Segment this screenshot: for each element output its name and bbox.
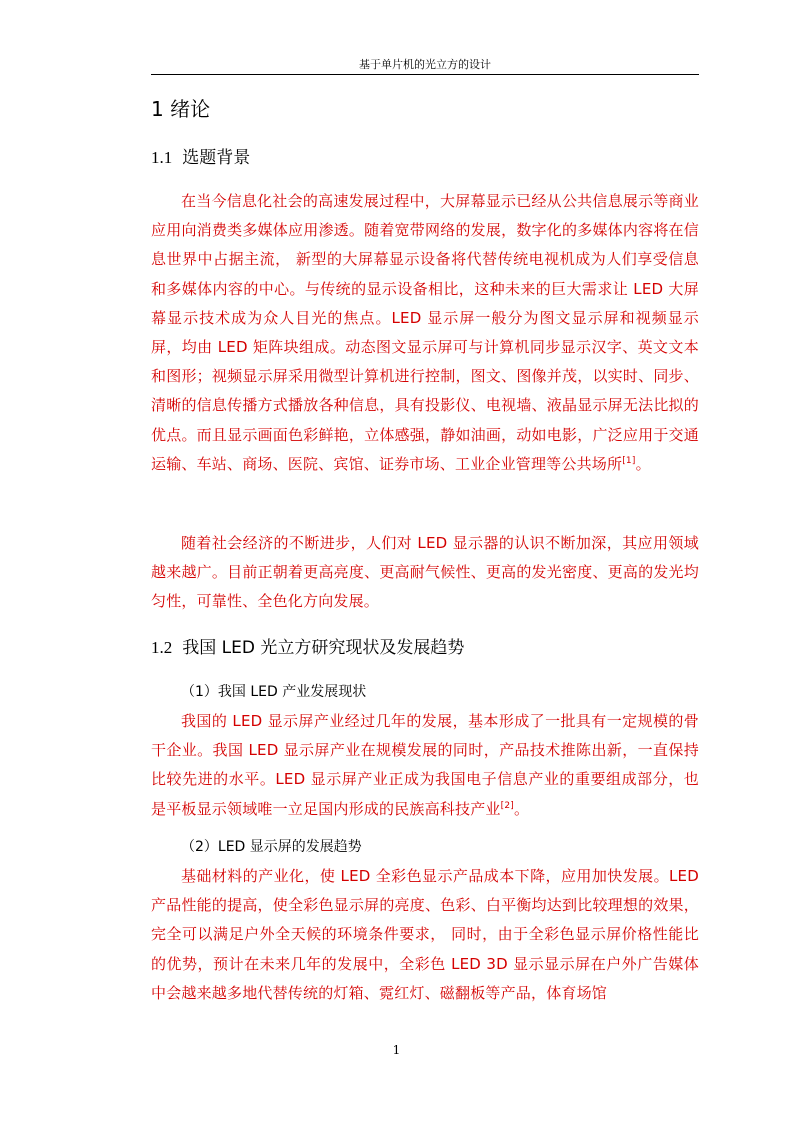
paragraph-trend: 随着社会经济的不断进步，人们对 LED 显示器的认识不断加深，其应用领域越来越广。目前正朝着更高亮度、更高耐气候性、更高的发光密度、更高的发光均匀性，可靠性、全色化方向发展。 <box>151 534 699 611</box>
section-title: 选题背景 <box>182 148 251 168</box>
paragraph-development: 基础材料的产业化，使 LED 全彩色显示产品成本下降，应用加快发展。LED 产品性能的提高，使全彩色显示屏的亮度、色彩、白平衡均达到比较理想的效果，完全可以满足户外全天候的环境条件要求， 同时，由于全彩色显示屏价格性能比的优势，预计在未来几年的发展中，全彩色 LED 3D 显示显示屏在户外广告媒体中会越来越多地代替传统的灯箱、霓红灯、磁翻板等产品，体育场馆 <box>151 867 699 1002</box>
running-header: 基于单片机的光立方的设计 <box>359 58 491 71</box>
header-divider <box>151 74 699 75</box>
paragraph-text: 我国的 LED 显示屏产业经过几年的发展，基本形成了一批具有一定规模的骨干企业。我国 LED 显示屏产业在规模发展的同时，产品技术推陈出新，一直保持比较先进的水平。LED 显示屏产业正成为我国电子信息产业的重要组成部分，也是平板显示领域唯一立足国内形成的民族高科技产业 <box>151 712 699 818</box>
subheading-trend: （2）LED 显示屏的发展趋势 <box>181 839 362 855</box>
paragraph-end: 。 <box>635 454 651 473</box>
citation-ref: [2] <box>500 800 514 811</box>
citation-ref: [1] <box>622 455 636 466</box>
paragraph-status <box>151 707 699 824</box>
section-number: 1.1 <box>151 148 173 167</box>
section-heading-1-1 <box>151 145 250 171</box>
paragraph-end: 。 <box>513 799 530 818</box>
paragraph-background <box>151 187 699 479</box>
subheading-status: （1）我国 LED 产业发展现状 <box>181 684 367 700</box>
section-number: 1.2 <box>151 638 173 657</box>
page-number: 1 <box>392 1043 401 1057</box>
chapter-title: 1 绪论 <box>151 97 211 121</box>
section-heading-1-2 <box>151 635 464 661</box>
section-title: 我国 LED 光立方研究现状及发展趋势 <box>182 638 465 658</box>
paragraph-text: 在当今信息化社会的高速发展过程中，大屏幕显示已经从公共信息展示等商业应用向消费类多媒体应用渗透。随着宽带网络的发展，数字化的多媒体内容将在信息世界中占据主流， 新型的大屏幕显示设备将代替传统电视机成为人们享受信息和多媒体内容的中心。与传统的显示设备相比，这种未来的巨大需求让 LED 大屏幕显示技术成为众人目光的焦点。LED 显示屏一般分为图文显示屏和视频显示屏，均由 LED 矩阵块组成。动态图文显示屏可与计算机同步显示汉字、英文文本和图形；视频显示屏采用微型计算机进行控制，图文、图像并茂，以实时、同步、清晰的信息传播方式播放各种信息，具有投影仪、电视墙、液晶显示屏无法比拟的优点。而且显示画面色彩鲜艳，立体感强，静如油画，动如电影，广泛应用于交通运输、车站、商场、医院、宾馆、证券市场、工业企业管理等公共场所 <box>151 192 699 473</box>
